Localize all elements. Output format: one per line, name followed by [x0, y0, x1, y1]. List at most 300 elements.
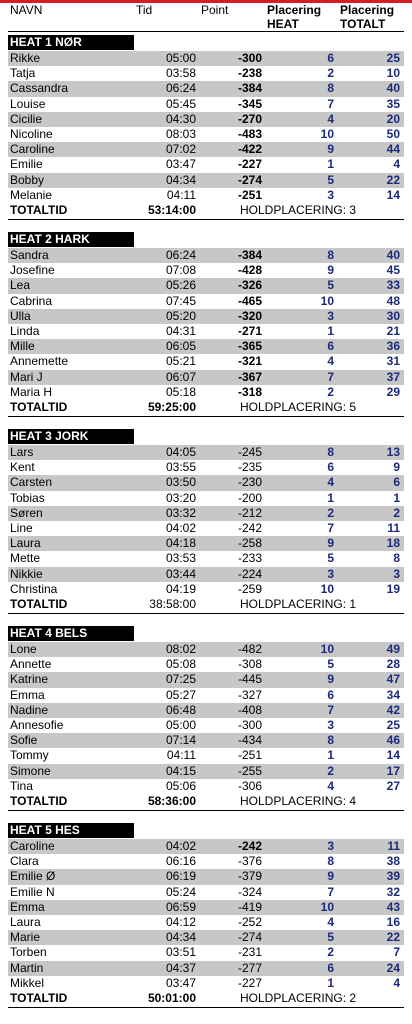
participant-points: -306	[237, 778, 262, 793]
participant-name: Nicoline	[10, 127, 53, 141]
total-placement: 46	[386, 733, 400, 748]
heat-placement: 3	[327, 718, 334, 732]
heat-placement: 8	[327, 445, 334, 459]
total-placement: 39	[386, 869, 400, 884]
participant-time: 06:16	[165, 854, 196, 869]
heat-placement: 4	[327, 354, 334, 369]
participant-name: Line	[10, 521, 33, 535]
participant-time: 04:31	[165, 324, 196, 338]
participant-name: Sandra	[10, 248, 49, 262]
participant-time: 04:37	[165, 960, 196, 975]
participant-name: Tobias	[10, 490, 45, 505]
heat-placement: 8	[327, 733, 334, 748]
participant-points: -308	[237, 657, 262, 672]
heat-placement: 9	[327, 672, 334, 687]
heat-placement: 5	[327, 930, 334, 945]
participant-points: -320	[237, 308, 262, 323]
participant-points: -384	[237, 81, 262, 96]
table-row	[8, 718, 404, 733]
total-placement: 47	[386, 672, 400, 687]
participant-time: 05:24	[165, 884, 196, 899]
total-placement: 17	[386, 763, 400, 778]
participant-points: -277	[237, 960, 262, 975]
heat-placement: 5	[327, 551, 334, 566]
total-placement: 18	[386, 536, 400, 551]
participant-name: Lars	[10, 445, 34, 459]
team-placement: HOLDPLACERING: 2	[240, 991, 357, 1005]
table-row	[8, 688, 404, 703]
participant-time: 07:08	[165, 263, 196, 278]
heat-placement: 8	[327, 854, 334, 869]
total-placement: 14	[386, 187, 400, 202]
participant-name: Caroline	[10, 142, 55, 157]
participant-time: 08:03	[165, 127, 196, 141]
total-placement: 16	[386, 915, 400, 929]
participant-points: -445	[237, 672, 262, 687]
participant-points: -235	[237, 460, 262, 475]
participant-name: Cassandra	[10, 81, 69, 96]
heat-placement: 6	[327, 460, 334, 475]
total-placement: 4	[393, 157, 400, 172]
total-placement: 44	[386, 142, 400, 157]
total-placement: 7	[393, 945, 400, 960]
table-row	[8, 263, 404, 278]
team-placement: HOLDPLACERING: 1	[240, 597, 357, 611]
header-heat: HEAT	[267, 17, 299, 31]
participant-time: 04:15	[165, 763, 196, 778]
table-row	[8, 491, 404, 506]
participant-name: Katrine	[10, 672, 49, 687]
participant-time: 05:26	[165, 278, 196, 293]
total-placement: 3	[393, 566, 400, 581]
participant-time: 06:59	[165, 899, 196, 914]
total-placement: 2	[393, 505, 400, 520]
participant-time: 04:18	[165, 536, 196, 551]
total-placement: 28	[386, 657, 400, 672]
participant-time: 04:34	[165, 930, 196, 945]
heat-placement: 1	[327, 157, 334, 172]
participant-points: -465	[237, 293, 262, 308]
participant-points: -242	[237, 521, 262, 535]
heat-placement: 1	[327, 490, 334, 505]
heat-section	[0, 429, 412, 619]
participant-time: 03:47	[165, 975, 196, 990]
participant-points: -483	[237, 127, 262, 141]
participant-time: 03:58	[165, 66, 196, 81]
heat-placement: 6	[327, 339, 334, 354]
participant-time: 05:21	[165, 354, 196, 369]
table-row	[8, 748, 404, 763]
total-placement: 42	[386, 702, 400, 717]
participant-name: Sofie	[10, 733, 38, 748]
participant-time: 03:50	[165, 475, 196, 490]
participant-points: -482	[237, 642, 262, 656]
participant-name: Melanie	[10, 187, 53, 202]
participant-time: 07:02	[165, 142, 196, 157]
team-placement: HOLDPLACERING: 5	[240, 400, 357, 414]
participant-points: -365	[237, 339, 262, 354]
participant-name: Emilie Ø	[10, 869, 56, 884]
participant-points: -428	[237, 263, 262, 278]
participant-time: 03:44	[165, 566, 196, 581]
participant-name: Mikkel	[10, 975, 45, 990]
total-placement: 20	[386, 111, 400, 126]
total-label: TOTALTID	[10, 597, 68, 611]
participant-time: 07:25	[165, 672, 196, 687]
total-placement: 10	[386, 66, 400, 81]
header-totalt: TOTALT	[340, 17, 386, 31]
participant-time: 05:20	[165, 308, 196, 323]
participant-name: Emilie N	[10, 884, 55, 899]
total-placement: 14	[386, 748, 400, 763]
table-row	[8, 642, 404, 657]
total-time: 58:36:00	[147, 794, 196, 808]
participant-points: -300	[237, 718, 262, 732]
header-point: Point	[201, 3, 229, 17]
heat-title: HEAT 4 BELS	[8, 626, 134, 641]
total-placement: 30	[386, 308, 400, 323]
heat-placement: 9	[327, 869, 334, 884]
header-tid: Tid	[136, 3, 153, 17]
total-placement: 11	[387, 839, 400, 853]
total-placement: 13	[386, 445, 400, 459]
participant-name: Torben	[10, 945, 47, 960]
table-row	[8, 354, 404, 369]
participant-time: 03:55	[165, 460, 196, 475]
heat-section	[0, 35, 412, 225]
participant-points: -224	[237, 566, 262, 581]
heat-placement: 10	[320, 127, 334, 141]
participant-points: -376	[237, 854, 262, 869]
total-placement: 48	[386, 293, 400, 308]
table-row	[8, 672, 404, 687]
participant-name: Maria H	[10, 384, 53, 399]
participant-time: 04:19	[165, 581, 196, 596]
table-row	[8, 112, 404, 127]
participant-points: -408	[237, 702, 262, 717]
heat-placement: 1	[327, 975, 334, 990]
participant-points: -345	[237, 96, 262, 111]
heat-placement: 10	[320, 581, 334, 596]
total-placement: 22	[386, 930, 400, 945]
heat-placement: 5	[327, 657, 334, 672]
participant-name: Rikke	[10, 51, 41, 65]
participant-name: Mari J	[10, 369, 43, 384]
heat-placement: 5	[327, 278, 334, 293]
participant-name: Emma	[10, 687, 45, 702]
participant-points: -227	[237, 157, 262, 172]
total-placement: 22	[386, 172, 400, 187]
table-row	[8, 248, 404, 263]
heat-title: HEAT 2 HARK	[8, 232, 134, 247]
heat-section	[0, 626, 412, 816]
participant-points: -242	[237, 839, 262, 853]
participant-time: 06:05	[165, 339, 196, 354]
total-placement: 27	[386, 778, 400, 793]
heat-placement: 9	[327, 536, 334, 551]
participant-points: -318	[237, 384, 262, 399]
heat-placement: 2	[327, 384, 334, 399]
heat-placement: 6	[327, 51, 334, 65]
participant-time: 04:02	[165, 521, 196, 535]
participant-time: 05:00	[165, 718, 196, 732]
participant-points: -379	[237, 869, 262, 884]
table-row	[8, 127, 404, 142]
total-label: TOTALTID	[10, 991, 68, 1005]
total-placement: 25	[386, 718, 400, 732]
participant-time: 05:06	[165, 778, 196, 793]
table-row	[8, 945, 404, 960]
heat-placement: 3	[327, 308, 334, 323]
participant-name: Emilie	[10, 157, 43, 172]
participant-name: Louise	[10, 96, 46, 111]
participant-name: Laura	[10, 915, 41, 929]
table-row	[8, 703, 404, 718]
participant-time: 05:00	[165, 51, 196, 65]
total-placement: 40	[386, 248, 400, 262]
team-placement: HOLDPLACERING: 3	[240, 203, 357, 217]
total-placement: 32	[386, 884, 400, 899]
table-row	[8, 370, 404, 385]
table-row	[8, 445, 404, 460]
participant-name: Christina	[10, 581, 58, 596]
heat-title: HEAT 3 JORK	[8, 429, 134, 444]
participant-points: -384	[237, 248, 262, 262]
heat-placement: 1	[327, 748, 334, 763]
participant-name: Clara	[10, 854, 39, 869]
table-row	[8, 900, 404, 915]
heat-placement: 10	[320, 899, 334, 914]
total-placement: 21	[386, 324, 400, 338]
participant-points: -321	[237, 354, 262, 369]
table-row	[8, 869, 404, 884]
participant-points: -419	[237, 899, 262, 914]
participant-name: Simone	[10, 763, 51, 778]
table-row	[8, 567, 404, 582]
participant-points: -271	[237, 324, 262, 338]
total-placement: 9	[393, 460, 400, 475]
participant-time: 06:24	[165, 81, 196, 96]
total-row	[8, 400, 404, 417]
participant-points: -252	[237, 915, 262, 929]
participant-time: 03:53	[165, 551, 196, 566]
heat-placement: 7	[327, 96, 334, 111]
heat-placement: 7	[327, 884, 334, 899]
table-row	[8, 779, 404, 794]
participant-name: Nadine	[10, 702, 49, 717]
table-row	[8, 188, 404, 203]
participant-name: Carsten	[10, 475, 53, 490]
participant-points: -227	[237, 975, 262, 990]
total-time: 53:14:00	[147, 203, 196, 217]
table-row	[8, 854, 404, 869]
heat-placement: 5	[327, 172, 334, 187]
participant-name: Laura	[10, 536, 41, 551]
participant-time: 05:18	[165, 384, 196, 399]
table-row	[8, 97, 404, 112]
participant-points: -238	[237, 66, 262, 81]
participant-points: -422	[237, 142, 262, 157]
participant-points: -231	[237, 945, 262, 960]
participant-points: -270	[237, 111, 262, 126]
participant-name: Annemette	[10, 354, 69, 369]
table-row	[8, 385, 404, 400]
total-placement: 49	[386, 642, 400, 656]
header-placering-totalt: Placering	[340, 3, 395, 17]
table-row	[8, 961, 404, 976]
table-row	[8, 839, 404, 854]
participant-time: 04:12	[165, 915, 196, 929]
heat-placement: 1	[327, 324, 334, 338]
table-row	[8, 475, 404, 490]
heat-placement: 7	[327, 521, 334, 535]
heat-placement: 4	[327, 778, 334, 793]
participant-points: -326	[237, 278, 262, 293]
participant-name: Marie	[10, 930, 41, 945]
participant-time: 07:45	[165, 293, 196, 308]
total-placement: 25	[386, 51, 400, 65]
heat-placement: 10	[320, 293, 334, 308]
total-placement: 31	[386, 354, 400, 369]
participant-name: Lea	[10, 278, 31, 293]
header-navn: NAVN	[10, 3, 43, 17]
table-row	[8, 506, 404, 521]
participant-name: Mette	[10, 551, 41, 566]
total-placement: 11	[387, 521, 400, 535]
participant-points: -230	[237, 475, 262, 490]
heat-placement: 6	[327, 960, 334, 975]
participant-time: 03:20	[165, 490, 196, 505]
total-placement: 45	[386, 263, 400, 278]
total-row	[8, 597, 404, 614]
table-row	[8, 51, 404, 66]
participant-points: -274	[237, 930, 262, 945]
participant-name: Tommy	[10, 748, 49, 763]
participant-name: Martin	[10, 960, 44, 975]
participant-time: 05:45	[165, 96, 196, 111]
participant-time: 03:32	[165, 505, 196, 520]
total-placement: 8	[393, 551, 400, 566]
team-placement: HOLDPLACERING: 4	[240, 794, 357, 808]
participant-time: 03:47	[165, 157, 196, 172]
table-row	[8, 976, 404, 991]
total-placement: 37	[386, 369, 400, 384]
table-row	[8, 324, 404, 339]
participant-name: Kent	[10, 460, 35, 475]
table-row	[8, 278, 404, 293]
total-row	[8, 203, 404, 220]
total-placement: 35	[386, 96, 400, 111]
total-placement: 50	[386, 127, 400, 141]
participant-name: Emma	[10, 899, 45, 914]
participant-points: -245	[237, 445, 262, 459]
heat-section	[0, 232, 412, 422]
participant-points: -434	[237, 733, 262, 748]
heat-title: HEAT 1 NØR	[8, 35, 134, 50]
participant-name: Mille	[10, 339, 35, 354]
table-row	[8, 551, 404, 566]
participant-name: Linda	[10, 324, 40, 338]
table-row	[8, 81, 404, 96]
participant-name: Cicilie	[10, 111, 43, 126]
total-placement: 6	[393, 475, 400, 490]
participant-name: Søren	[10, 505, 43, 520]
heat-placement: 8	[327, 248, 334, 262]
heat-placement: 3	[327, 187, 334, 202]
table-row	[8, 885, 404, 900]
heat-section	[0, 823, 412, 1013]
table-row	[8, 173, 404, 188]
total-time: 50:01:00	[147, 991, 196, 1005]
heat-placement: 3	[327, 839, 334, 853]
heat-placement: 9	[327, 263, 334, 278]
table-row	[8, 294, 404, 309]
participant-name: Annette	[10, 657, 52, 672]
table-row	[8, 66, 404, 81]
participant-name: Ulla	[10, 308, 31, 323]
participant-points: -212	[237, 505, 262, 520]
total-placement: 29	[386, 384, 400, 399]
table-row	[8, 930, 404, 945]
heat-placement: 7	[327, 369, 334, 384]
participant-points: -300	[237, 51, 262, 65]
table-row	[8, 142, 404, 157]
participant-points: -258	[237, 536, 262, 551]
heat-placement: 6	[327, 687, 334, 702]
participant-time: 04:02	[165, 839, 196, 853]
participant-name: Lone	[10, 642, 37, 656]
participant-time: 04:11	[166, 748, 196, 763]
heat-title: HEAT 5 HES	[8, 823, 134, 838]
heat-placement: 2	[327, 66, 334, 81]
participant-time: 04:34	[165, 172, 196, 187]
total-row	[8, 794, 404, 811]
heat-placement: 3	[327, 566, 334, 581]
header-divider	[8, 31, 404, 32]
participant-name: Cabrina	[10, 293, 53, 308]
heat-placement: 9	[327, 142, 334, 157]
participant-points: -255	[237, 763, 262, 778]
table-row	[8, 521, 404, 536]
participant-points: -259	[237, 581, 262, 596]
table-row	[8, 339, 404, 354]
table-row	[8, 915, 404, 930]
table-row	[8, 536, 404, 551]
total-placement: 40	[386, 81, 400, 96]
table-row	[8, 460, 404, 475]
total-placement: 43	[386, 899, 400, 914]
table-row	[8, 733, 404, 748]
total-label: TOTALTID	[10, 203, 68, 217]
participant-time: 05:27	[165, 687, 196, 702]
total-label: TOTALTID	[10, 794, 68, 808]
total-time: 59:25:00	[147, 400, 196, 414]
total-placement: 34	[386, 687, 400, 702]
table-row	[8, 582, 404, 597]
total-row	[8, 991, 404, 1008]
participant-name: Annesofie	[10, 718, 64, 732]
participant-points: -251	[237, 187, 262, 202]
participant-time: 04:11	[166, 187, 196, 202]
participant-points: -233	[237, 551, 262, 566]
participant-name: Caroline	[10, 839, 55, 853]
participant-points: -274	[237, 172, 262, 187]
table-row	[8, 157, 404, 172]
participant-time: 07:14	[165, 733, 196, 748]
heat-placement: 2	[327, 763, 334, 778]
participant-name: Tina	[10, 778, 33, 793]
table-row	[8, 657, 404, 672]
